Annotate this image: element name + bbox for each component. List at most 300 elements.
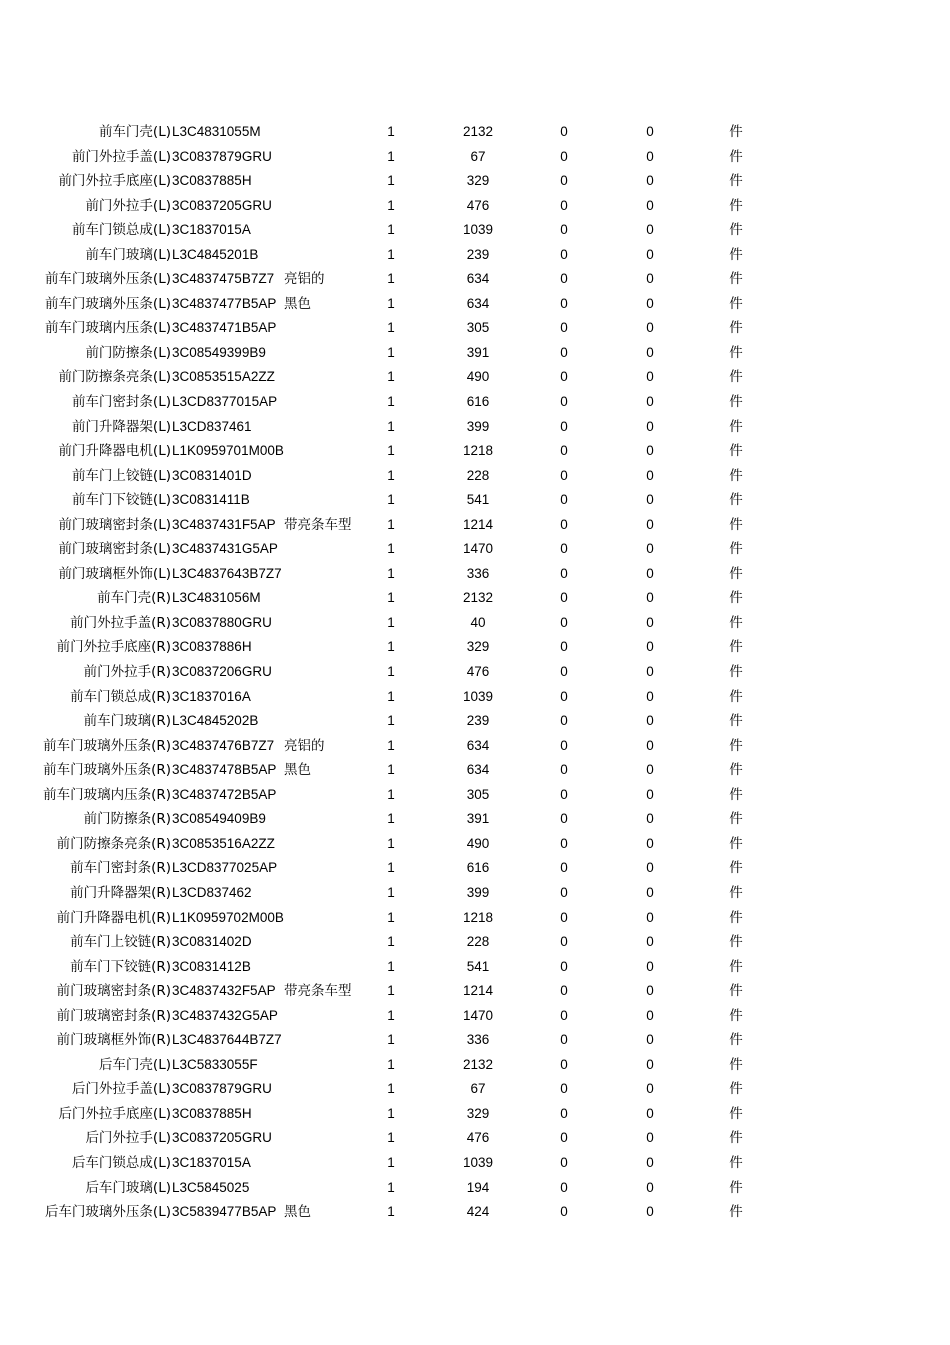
part-number-cell: 3C4837477B5AP bbox=[172, 295, 277, 311]
value-a-cell: 0 bbox=[560, 173, 568, 189]
value-b-cell: 0 bbox=[646, 565, 654, 581]
remark-cell: 黑色 bbox=[284, 1204, 311, 1221]
part-name-cell: 前车门下铰链(R) bbox=[70, 958, 171, 975]
value-b-cell: 0 bbox=[646, 344, 654, 360]
value-a-cell: 0 bbox=[560, 492, 568, 508]
unit-cell: 件 bbox=[729, 271, 743, 288]
part-name-cell: 后车门锁总成(L) bbox=[71, 1154, 171, 1171]
value-a-cell: 0 bbox=[560, 983, 568, 999]
unit-cell: 件 bbox=[729, 664, 743, 681]
table-row bbox=[0, 1028, 950, 1053]
quantity-cell: 1 bbox=[387, 443, 395, 459]
value-a-cell: 0 bbox=[560, 835, 568, 851]
quantity-cell: 1 bbox=[387, 958, 395, 974]
table-row bbox=[0, 611, 950, 636]
remark-cell: 带亮条车型 bbox=[284, 983, 352, 1000]
value-b-cell: 0 bbox=[646, 246, 654, 262]
price-cell: 490 bbox=[466, 369, 490, 385]
part-name-cell: 前车门下铰链(L) bbox=[71, 492, 171, 509]
quantity-cell: 1 bbox=[387, 1130, 395, 1146]
price-cell: 305 bbox=[466, 320, 490, 336]
part-number-cell: 3C4837475B7Z7 bbox=[172, 271, 275, 287]
value-a-cell: 0 bbox=[560, 934, 568, 950]
quantity-cell: 1 bbox=[387, 295, 395, 311]
unit-cell: 件 bbox=[729, 148, 743, 165]
remark-cell: 黑色 bbox=[284, 762, 311, 779]
price-cell: 1039 bbox=[462, 688, 494, 704]
value-a-cell: 0 bbox=[560, 1081, 568, 1097]
value-b-cell: 0 bbox=[646, 492, 654, 508]
part-number-cell: L3CD837462 bbox=[172, 884, 252, 900]
price-cell: 616 bbox=[466, 394, 490, 410]
quantity-cell: 1 bbox=[387, 713, 395, 729]
part-name-cell: 后车门玻璃(L) bbox=[85, 1179, 171, 1196]
unit-cell: 件 bbox=[729, 173, 743, 190]
price-cell: 1214 bbox=[462, 983, 494, 999]
part-number-cell: 3C0831412B bbox=[172, 958, 251, 974]
unit-cell: 件 bbox=[729, 983, 743, 1000]
value-a-cell: 0 bbox=[560, 197, 568, 213]
part-name-cell: 前车门壳(L) bbox=[98, 124, 171, 140]
unit-cell: 件 bbox=[729, 1105, 743, 1122]
unit-cell: 件 bbox=[729, 246, 743, 263]
price-cell: 399 bbox=[466, 884, 490, 900]
price-cell: 391 bbox=[466, 811, 490, 827]
value-a-cell: 0 bbox=[560, 1105, 568, 1121]
quantity-cell: 1 bbox=[387, 516, 395, 532]
value-a-cell: 0 bbox=[560, 664, 568, 680]
value-b-cell: 0 bbox=[646, 762, 654, 778]
part-number-cell: L3C5845025 bbox=[172, 1179, 250, 1195]
price-cell: 634 bbox=[466, 271, 490, 287]
remark-cell: 亮铝的 bbox=[284, 271, 325, 288]
price-cell: 2132 bbox=[462, 590, 494, 606]
value-b-cell: 0 bbox=[646, 124, 654, 139]
part-number-cell: 3C0837205GRU bbox=[172, 1130, 272, 1146]
price-cell: 541 bbox=[466, 492, 490, 508]
value-a-cell: 0 bbox=[560, 737, 568, 753]
value-a-cell: 0 bbox=[560, 124, 568, 139]
table-row bbox=[0, 930, 950, 955]
part-name-cell: 前门防擦条(R) bbox=[83, 811, 171, 828]
part-name-cell: 前门外拉手盖(L) bbox=[71, 148, 171, 165]
price-cell: 1039 bbox=[462, 1154, 494, 1170]
part-name-cell: 前门外拉手底座(L) bbox=[58, 173, 171, 190]
price-cell: 634 bbox=[466, 295, 490, 311]
value-a-cell: 0 bbox=[560, 860, 568, 876]
price-cell: 1218 bbox=[462, 909, 494, 925]
value-b-cell: 0 bbox=[646, 958, 654, 974]
table-row bbox=[0, 292, 950, 317]
value-b-cell: 0 bbox=[646, 934, 654, 950]
table-row bbox=[0, 267, 950, 292]
quantity-cell: 1 bbox=[387, 639, 395, 655]
table-row bbox=[0, 807, 950, 832]
value-b-cell: 0 bbox=[646, 295, 654, 311]
quantity-cell: 1 bbox=[387, 811, 395, 827]
part-name-cell: 后车门壳(L) bbox=[98, 1056, 171, 1073]
table-row bbox=[0, 513, 950, 538]
quantity-cell: 1 bbox=[387, 1105, 395, 1121]
unit-cell: 件 bbox=[729, 1056, 743, 1073]
value-b-cell: 0 bbox=[646, 1130, 654, 1146]
value-a-cell: 0 bbox=[560, 614, 568, 630]
value-b-cell: 0 bbox=[646, 467, 654, 483]
unit-cell: 件 bbox=[729, 909, 743, 926]
value-a-cell: 0 bbox=[560, 344, 568, 360]
value-a-cell: 0 bbox=[560, 762, 568, 778]
remark-cell: 亮铝的 bbox=[284, 737, 325, 754]
value-b-cell: 0 bbox=[646, 664, 654, 680]
unit-cell: 件 bbox=[729, 713, 743, 730]
unit-cell: 件 bbox=[729, 124, 743, 140]
price-cell: 1470 bbox=[462, 1007, 494, 1023]
quantity-cell: 1 bbox=[387, 148, 395, 164]
part-name-cell: 前车门密封条(R) bbox=[70, 860, 171, 877]
quantity-cell: 1 bbox=[387, 1179, 395, 1195]
unit-cell: 件 bbox=[729, 467, 743, 484]
unit-cell: 件 bbox=[729, 811, 743, 828]
quantity-cell: 1 bbox=[387, 1056, 395, 1072]
quantity-cell: 1 bbox=[387, 1081, 395, 1097]
quantity-cell: 1 bbox=[387, 320, 395, 336]
table-row bbox=[0, 906, 950, 931]
quantity-cell: 1 bbox=[387, 1032, 395, 1048]
part-name-cell: 前车门锁总成(R) bbox=[70, 688, 171, 705]
part-name-cell: 后门外拉手底座(L) bbox=[58, 1105, 171, 1122]
value-b-cell: 0 bbox=[646, 614, 654, 630]
table-row bbox=[0, 758, 950, 783]
price-cell: 228 bbox=[466, 467, 490, 483]
part-number-cell: 3C4837472B5AP bbox=[172, 786, 277, 802]
table-row bbox=[0, 955, 950, 980]
price-cell: 541 bbox=[466, 958, 490, 974]
value-a-cell: 0 bbox=[560, 516, 568, 532]
value-b-cell: 0 bbox=[646, 1204, 654, 1220]
value-a-cell: 0 bbox=[560, 1007, 568, 1023]
table-row bbox=[0, 660, 950, 685]
unit-cell: 件 bbox=[729, 1007, 743, 1024]
part-name-cell: 前门玻璃框外饰(L) bbox=[58, 565, 171, 582]
part-name-cell: 前车门玻璃外压条(L) bbox=[44, 295, 171, 312]
unit-cell: 件 bbox=[729, 222, 743, 239]
part-name-cell: 前门外拉手盖(R) bbox=[70, 614, 171, 631]
value-b-cell: 0 bbox=[646, 1081, 654, 1097]
part-number-cell: L3CD8377025AP bbox=[172, 860, 278, 876]
price-cell: 67 bbox=[470, 148, 486, 164]
part-number-cell: 3C0837885H bbox=[172, 1105, 252, 1121]
part-name-cell: 前门防擦条亮条(L) bbox=[58, 369, 171, 386]
quantity-cell: 1 bbox=[387, 762, 395, 778]
unit-cell: 件 bbox=[729, 590, 743, 607]
part-name-cell: 前门升降器电机(R) bbox=[56, 909, 171, 926]
unit-cell: 件 bbox=[729, 369, 743, 386]
unit-cell: 件 bbox=[729, 443, 743, 460]
value-b-cell: 0 bbox=[646, 590, 654, 606]
part-number-cell: 3C4837432G5AP bbox=[172, 1007, 278, 1023]
value-a-cell: 0 bbox=[560, 565, 568, 581]
quantity-cell: 1 bbox=[387, 860, 395, 876]
table-row bbox=[0, 439, 950, 464]
part-number-cell: 3C0837886H bbox=[172, 639, 252, 655]
table-row bbox=[0, 1176, 950, 1201]
value-a-cell: 0 bbox=[560, 148, 568, 164]
value-a-cell: 0 bbox=[560, 295, 568, 311]
part-number-cell: L3CD8377015AP bbox=[172, 394, 278, 410]
unit-cell: 件 bbox=[729, 295, 743, 312]
part-name-cell: 前门玻璃密封条(R) bbox=[56, 983, 171, 1000]
quantity-cell: 1 bbox=[387, 394, 395, 410]
price-cell: 476 bbox=[466, 197, 490, 213]
quantity-cell: 1 bbox=[387, 688, 395, 704]
value-a-cell: 0 bbox=[560, 713, 568, 729]
value-b-cell: 0 bbox=[646, 688, 654, 704]
value-a-cell: 0 bbox=[560, 639, 568, 655]
part-name-cell: 前门玻璃密封条(L) bbox=[58, 541, 171, 558]
table-row bbox=[0, 341, 950, 366]
part-number-cell: 3C0837885H bbox=[172, 173, 252, 189]
quantity-cell: 1 bbox=[387, 1007, 395, 1023]
price-cell: 239 bbox=[466, 246, 490, 262]
part-name-cell: 前车门锁总成(L) bbox=[71, 222, 171, 239]
table-row bbox=[0, 783, 950, 808]
value-a-cell: 0 bbox=[560, 1130, 568, 1146]
part-number-cell: L3C4837644B7Z7 bbox=[172, 1032, 282, 1048]
price-cell: 67 bbox=[470, 1081, 486, 1097]
part-number-cell: 3C5839477B5AP bbox=[172, 1204, 277, 1220]
part-name-cell: 前门升降器电机(L) bbox=[58, 443, 171, 460]
table-row bbox=[0, 635, 950, 660]
part-name-cell: 前门外拉手底座(R) bbox=[56, 639, 171, 656]
table-row bbox=[0, 562, 950, 587]
part-name-cell: 前车门玻璃(L) bbox=[85, 246, 171, 263]
quantity-cell: 1 bbox=[387, 614, 395, 630]
value-b-cell: 0 bbox=[646, 811, 654, 827]
value-b-cell: 0 bbox=[646, 1032, 654, 1048]
part-name-cell: 前车门上铰链(R) bbox=[70, 934, 171, 951]
unit-cell: 件 bbox=[729, 1204, 743, 1221]
value-a-cell: 0 bbox=[560, 541, 568, 557]
price-cell: 1218 bbox=[462, 443, 494, 459]
part-number-cell: 3C4837431G5AP bbox=[172, 541, 278, 557]
value-a-cell: 0 bbox=[560, 811, 568, 827]
price-cell: 228 bbox=[466, 934, 490, 950]
value-b-cell: 0 bbox=[646, 271, 654, 287]
quantity-cell: 1 bbox=[387, 418, 395, 434]
value-a-cell: 0 bbox=[560, 394, 568, 410]
value-a-cell: 0 bbox=[560, 271, 568, 287]
table-row bbox=[0, 390, 950, 415]
table-row bbox=[0, 1102, 950, 1127]
part-name-cell: 前门玻璃密封条(R) bbox=[56, 1007, 171, 1024]
part-name-cell: 前车门玻璃外压条(R) bbox=[43, 762, 171, 779]
table-row bbox=[0, 537, 950, 562]
parts-price-sheet bbox=[0, 120, 950, 1225]
part-number-cell: 3C1837016A bbox=[172, 688, 251, 704]
value-b-cell: 0 bbox=[646, 983, 654, 999]
part-number-cell: L3C4831055M bbox=[172, 124, 261, 139]
value-b-cell: 0 bbox=[646, 737, 654, 753]
value-a-cell: 0 bbox=[560, 909, 568, 925]
price-cell: 2132 bbox=[462, 124, 494, 139]
unit-cell: 件 bbox=[729, 639, 743, 656]
part-number-cell: L1K0959702M00B bbox=[172, 909, 284, 925]
value-b-cell: 0 bbox=[646, 369, 654, 385]
part-number-cell: 3C0831401D bbox=[172, 467, 252, 483]
unit-cell: 件 bbox=[729, 1130, 743, 1147]
part-number-cell: 3C08549409B9 bbox=[172, 811, 266, 827]
unit-cell: 件 bbox=[729, 958, 743, 975]
value-a-cell: 0 bbox=[560, 884, 568, 900]
part-number-cell: L3C4837643B7Z7 bbox=[172, 565, 282, 581]
value-a-cell: 0 bbox=[560, 246, 568, 262]
price-cell: 476 bbox=[466, 664, 490, 680]
value-b-cell: 0 bbox=[646, 909, 654, 925]
quantity-cell: 1 bbox=[387, 909, 395, 925]
value-a-cell: 0 bbox=[560, 369, 568, 385]
value-b-cell: 0 bbox=[646, 713, 654, 729]
part-number-cell: 3C4837471B5AP bbox=[172, 320, 277, 336]
table-row bbox=[0, 856, 950, 881]
quantity-cell: 1 bbox=[387, 271, 395, 287]
remark-cell: 带亮条车型 bbox=[284, 516, 352, 533]
table-row bbox=[0, 120, 950, 145]
part-number-cell: 3C0853516A2ZZ bbox=[172, 835, 275, 851]
part-number-cell: L3C4845202B bbox=[172, 713, 259, 729]
value-b-cell: 0 bbox=[646, 1105, 654, 1121]
quantity-cell: 1 bbox=[387, 124, 395, 139]
value-a-cell: 0 bbox=[560, 1056, 568, 1072]
value-a-cell: 0 bbox=[560, 786, 568, 802]
unit-cell: 件 bbox=[729, 1032, 743, 1049]
value-b-cell: 0 bbox=[646, 639, 654, 655]
quantity-cell: 1 bbox=[387, 369, 395, 385]
value-a-cell: 0 bbox=[560, 418, 568, 434]
table-row bbox=[0, 1053, 950, 1078]
table-row bbox=[0, 832, 950, 857]
price-cell: 1214 bbox=[462, 516, 494, 532]
part-name-cell: 前车门玻璃内压条(L) bbox=[44, 320, 171, 337]
unit-cell: 件 bbox=[729, 418, 743, 435]
quantity-cell: 1 bbox=[387, 934, 395, 950]
part-name-cell: 前车门密封条(L) bbox=[71, 394, 171, 411]
part-name-cell: 前车门玻璃(R) bbox=[83, 713, 171, 730]
value-a-cell: 0 bbox=[560, 222, 568, 238]
table-row bbox=[0, 1126, 950, 1151]
value-b-cell: 0 bbox=[646, 320, 654, 336]
table-row bbox=[0, 734, 950, 759]
unit-cell: 件 bbox=[729, 688, 743, 705]
quantity-cell: 1 bbox=[387, 786, 395, 802]
value-a-cell: 0 bbox=[560, 958, 568, 974]
part-number-cell: 3C0837206GRU bbox=[172, 664, 272, 680]
value-a-cell: 0 bbox=[560, 1179, 568, 1195]
unit-cell: 件 bbox=[729, 934, 743, 951]
unit-cell: 件 bbox=[729, 565, 743, 582]
quantity-cell: 1 bbox=[387, 1204, 395, 1220]
value-a-cell: 0 bbox=[560, 320, 568, 336]
quantity-cell: 1 bbox=[387, 467, 395, 483]
table-row bbox=[0, 169, 950, 194]
part-number-cell: 3C4837432F5AP bbox=[172, 983, 276, 999]
table-row bbox=[0, 881, 950, 906]
part-number-cell: 3C0837880GRU bbox=[172, 614, 272, 630]
quantity-cell: 1 bbox=[387, 664, 395, 680]
value-b-cell: 0 bbox=[646, 148, 654, 164]
quantity-cell: 1 bbox=[387, 344, 395, 360]
part-name-cell: 前车门玻璃外压条(R) bbox=[43, 737, 171, 754]
quantity-cell: 1 bbox=[387, 835, 395, 851]
value-b-cell: 0 bbox=[646, 394, 654, 410]
unit-cell: 件 bbox=[729, 737, 743, 754]
quantity-cell: 1 bbox=[387, 222, 395, 238]
part-number-cell: L3CD837461 bbox=[172, 418, 252, 434]
price-cell: 476 bbox=[466, 1130, 490, 1146]
value-a-cell: 0 bbox=[560, 1204, 568, 1220]
unit-cell: 件 bbox=[729, 197, 743, 214]
table-row bbox=[0, 218, 950, 243]
unit-cell: 件 bbox=[729, 835, 743, 852]
unit-cell: 件 bbox=[729, 1154, 743, 1171]
part-number-cell: 3C0837205GRU bbox=[172, 197, 272, 213]
unit-cell: 件 bbox=[729, 614, 743, 631]
part-number-cell: 3C0853515A2ZZ bbox=[172, 369, 275, 385]
value-a-cell: 0 bbox=[560, 1154, 568, 1170]
value-b-cell: 0 bbox=[646, 1154, 654, 1170]
value-b-cell: 0 bbox=[646, 860, 654, 876]
unit-cell: 件 bbox=[729, 1081, 743, 1098]
unit-cell: 件 bbox=[729, 344, 743, 361]
price-cell: 194 bbox=[466, 1179, 490, 1195]
value-a-cell: 0 bbox=[560, 467, 568, 483]
part-number-cell: L3C5833055F bbox=[172, 1056, 258, 1072]
value-b-cell: 0 bbox=[646, 222, 654, 238]
table-row bbox=[0, 194, 950, 219]
part-number-cell: L3C4831056M bbox=[172, 590, 261, 606]
part-number-cell: 3C4837478B5AP bbox=[172, 762, 277, 778]
table-row bbox=[0, 365, 950, 390]
part-number-cell: 3C0837879GRU bbox=[172, 1081, 272, 1097]
price-cell: 424 bbox=[466, 1204, 490, 1220]
part-name-cell: 后门外拉手(L) bbox=[85, 1130, 171, 1147]
table-row bbox=[0, 488, 950, 513]
part-name-cell: 后门外拉手盖(L) bbox=[71, 1081, 171, 1098]
price-cell: 1470 bbox=[462, 541, 494, 557]
part-number-cell: 3C1837015A bbox=[172, 222, 251, 238]
quantity-cell: 1 bbox=[387, 983, 395, 999]
part-name-cell: 前门外拉手(L) bbox=[85, 197, 171, 214]
unit-cell: 件 bbox=[729, 1179, 743, 1196]
part-number-cell: 3C4837431F5AP bbox=[172, 516, 276, 532]
value-a-cell: 0 bbox=[560, 688, 568, 704]
part-number-cell: 3C0831402D bbox=[172, 934, 252, 950]
value-a-cell: 0 bbox=[560, 590, 568, 606]
price-cell: 616 bbox=[466, 860, 490, 876]
part-name-cell: 前门防擦条亮条(R) bbox=[56, 835, 171, 852]
unit-cell: 件 bbox=[729, 492, 743, 509]
value-b-cell: 0 bbox=[646, 173, 654, 189]
price-cell: 305 bbox=[466, 786, 490, 802]
unit-cell: 件 bbox=[729, 394, 743, 411]
quantity-cell: 1 bbox=[387, 737, 395, 753]
value-b-cell: 0 bbox=[646, 835, 654, 851]
part-name-cell: 前门玻璃密封条(L) bbox=[58, 516, 171, 533]
value-a-cell: 0 bbox=[560, 1032, 568, 1048]
part-name-cell: 前门升降器架(L) bbox=[71, 418, 171, 435]
part-name-cell: 前车门玻璃内压条(R) bbox=[43, 786, 171, 803]
part-number-cell: 3C0837879GRU bbox=[172, 148, 272, 164]
price-cell: 336 bbox=[466, 1032, 490, 1048]
